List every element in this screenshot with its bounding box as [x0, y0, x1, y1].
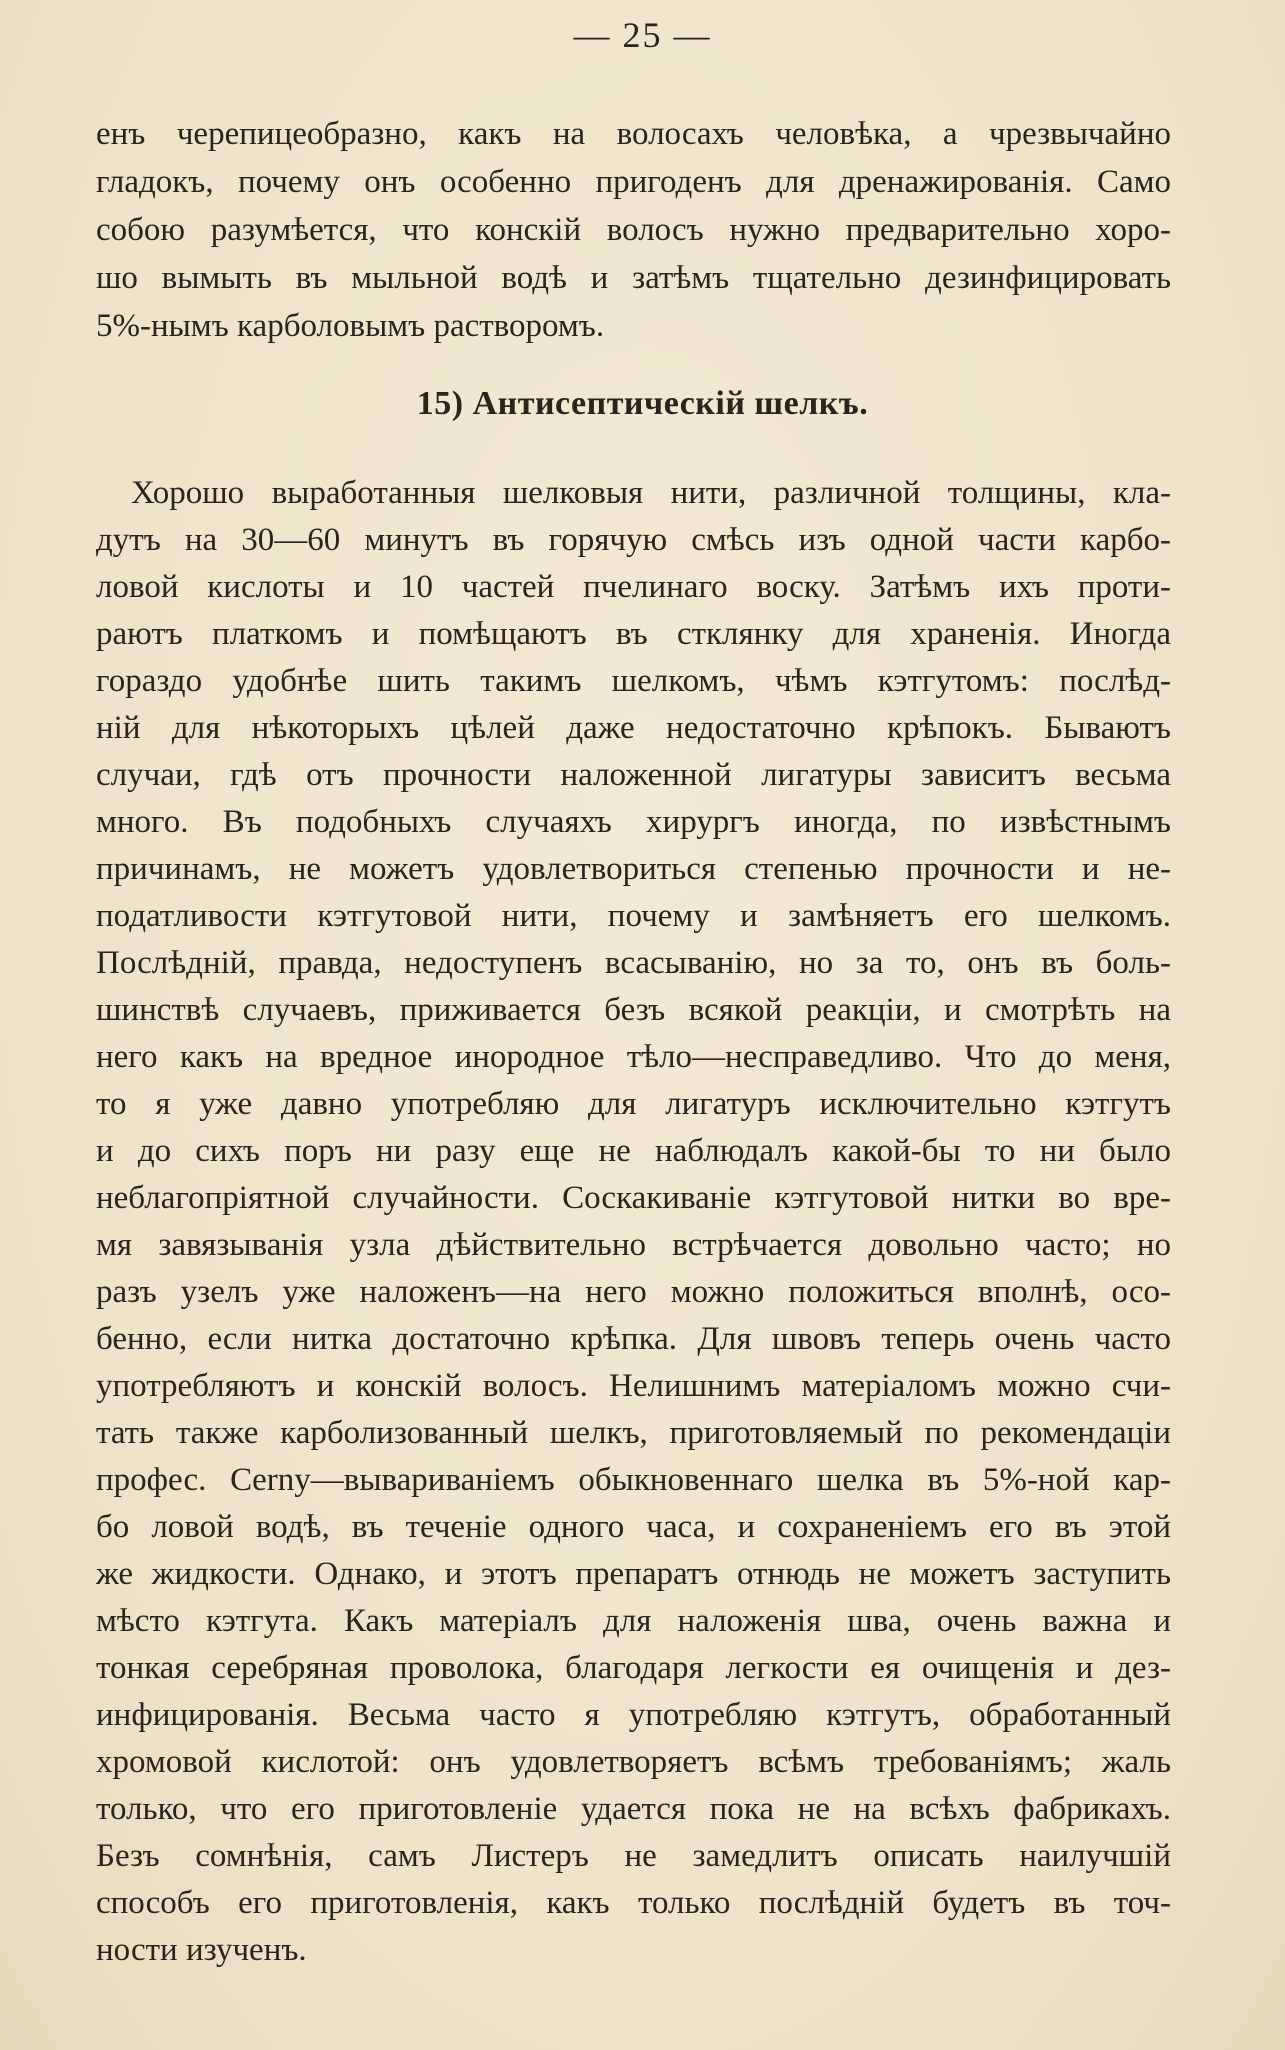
text-line: шо вымыть въ мыльной водѣ и затѣмъ тщательно дезинфицировать [96, 260, 1171, 296]
text-line: Хорошо выработанныя шелковыя нити, различной толщины, кла- [131, 475, 1171, 511]
text-line: ловой кислоты и 10 частей пчелинаго воску. Затѣмъ ихъ проти- [96, 569, 1171, 605]
text-line: ній для нѣкоторыхъ цѣлей даже недостаточно крѣпокъ. Бываютъ [96, 710, 1171, 746]
text-line: собою разумѣется, что конскій волосъ нужно предварительно хоро- [96, 212, 1171, 248]
text-line: гораздо удобнѣе шить такимъ шелкомъ, чѣмъ кэтгутомъ: послѣд- [96, 663, 1171, 699]
text-line: же жидкости. Однако, и этотъ препаратъ отнюдь не можетъ заступить [96, 1556, 1171, 1592]
text-line: неблагопріятной случайности. Соскакиваніе кэтгутовой нитки во вре- [96, 1180, 1171, 1216]
text-line: мя завязыванія узла дѣйствительно встрѣчается довольно часто; но [96, 1227, 1171, 1263]
text-line: 5%-нымъ карболовымъ растворомъ. [96, 308, 605, 344]
text-line: хромовой кислотой: онъ удовлетворяетъ всѣмъ требованіямъ; жаль [96, 1744, 1171, 1780]
text-line: только, что его приготовленіе удается пока не на всѣхъ фабрикахъ. [96, 1791, 1171, 1827]
text-line: податливости кэтгутовой нити, почему и замѣняетъ его шелкомъ. [96, 898, 1171, 934]
text-line: раютъ платкомъ и помѣщаютъ въ стклянку для храненія. Иногда [96, 616, 1171, 652]
text-line: разъ узелъ уже наложенъ—на него можно положиться вполнѣ, осо- [96, 1274, 1171, 1310]
text-line: то я уже давно употребляю для лигатуръ исключительно кэтгутъ [96, 1086, 1171, 1122]
section-heading: 15) Антисептическій шелкъ. [416, 385, 869, 422]
text-line: него какъ на вредное инородное тѣло—несправедливо. Что до меня, [96, 1039, 1171, 1075]
text-line: Послѣдній, правда, недоступенъ всасыванію, но за то, онъ въ боль- [96, 945, 1171, 981]
text-line: бо ловой водѣ, въ теченіе одного часа, и сохраненіемъ его въ этой [96, 1509, 1171, 1545]
text-line: инфицированія. Весьма часто я употребляю кэтгутъ, обработанный [96, 1697, 1171, 1733]
text-line: дутъ на 30—60 минутъ въ горячую смѣсь изъ одной части карбо- [96, 522, 1171, 558]
text-line: гладокъ, почему онъ особенно пригоденъ для дренажированія. Само [96, 164, 1171, 200]
text-line: способъ его приготовленія, какъ только послѣдній будетъ въ точ- [96, 1885, 1171, 1921]
text-line: тать также карболизованный шелкъ, приготовляемый по рекомендаціи [96, 1415, 1171, 1451]
text-line: мѣсто кэтгута. Какъ матеріалъ для наложенія шва, очень важна и [96, 1603, 1171, 1639]
text-line: тонкая серебряная проволока, благодаря легкости ея очищенія и дез- [96, 1650, 1171, 1686]
text-line: много. Въ подобныхъ случаяхъ хирургъ иногда, по извѣстнымъ [96, 804, 1171, 840]
text-line: енъ черепицеобразно, какъ на волосахъ человѣка, а чрезвычайно [96, 116, 1171, 152]
text-line: ности изученъ. [96, 1932, 307, 1968]
text-line: Безъ сомнѣнія, самъ Листеръ не замедлитъ описать наилучшій [96, 1838, 1171, 1874]
text-line: причинамъ, не можетъ удовлетвориться степенью прочности и не- [96, 851, 1171, 887]
text-line: шинствѣ случаевъ, приживается безъ всякой реакціи, и смотрѣть на [96, 992, 1171, 1028]
page-number: — 25 — [573, 15, 712, 55]
text-line: употребляютъ и конскій волосъ. Нелишнимъ матеріаломъ можно счи- [96, 1368, 1171, 1404]
text-line: и до сихъ поръ ни разу еще не наблюдалъ какой-бы то ни было [96, 1133, 1171, 1169]
text-line: случаи, гдѣ отъ прочности наложенной лигатуры зависитъ весьма [96, 757, 1171, 793]
text-line: профес. Cerny—вывариваніемъ обыкновеннаго шелка въ 5%-ной кар- [96, 1462, 1171, 1498]
text-line: бенно, если нитка достаточно крѣпка. Для швовъ теперь очень часто [96, 1321, 1171, 1357]
